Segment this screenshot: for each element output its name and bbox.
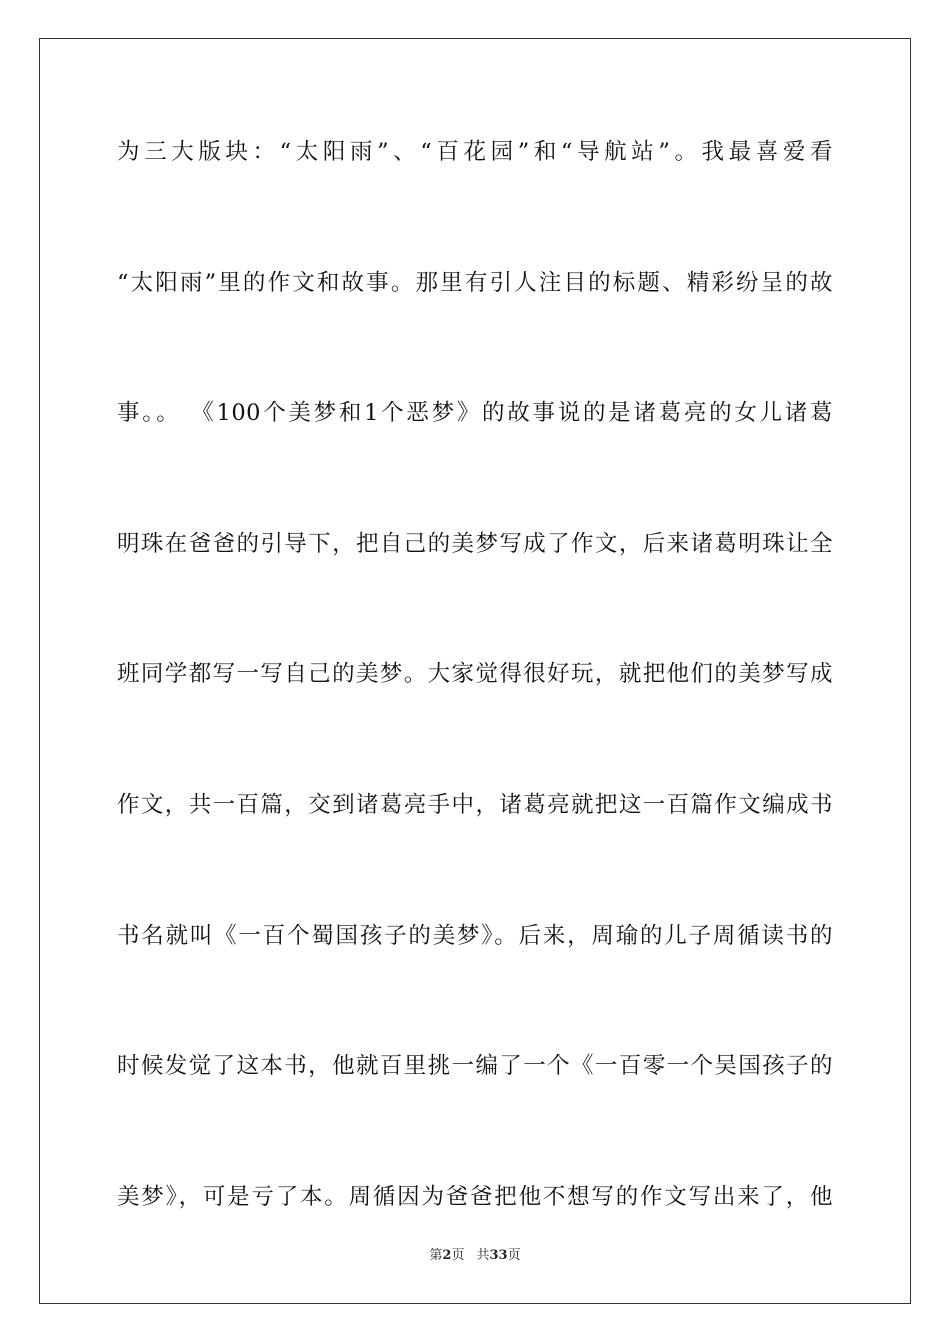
document-body bbox=[117, 128, 833, 1303]
text-line-2: “太阳雨”里的作文和故事。那里有引人注目的标题、精彩纷呈的故 bbox=[117, 269, 833, 296]
text-line-6: 作文，共一百篇，交到诸葛亮手中，诸葛亮就把这一百篇作文编成书 bbox=[117, 791, 833, 818]
page-prefix: 第 bbox=[429, 1248, 443, 1263]
text-line-5: 班同学都写一写自己的美梦。大家觉得很好玩，就把他们的美梦写成 bbox=[117, 661, 833, 688]
page-suffix: 页 bbox=[451, 1248, 465, 1263]
page-number: 2 bbox=[442, 1248, 452, 1263]
text-line-3: 事。。 《100个美梦和1个恶梦》的故事说的是诸葛亮的女儿诸葛 bbox=[117, 400, 833, 427]
text-line-9: 美梦》，可是亏了本。周循因为爸爸把他不想写的作文写出来了，他 bbox=[117, 1183, 833, 1210]
text-line-1: 为三大版块：“太阳雨”、“百花园”和“导航站”。我最喜爱看 bbox=[117, 139, 833, 165]
page-footer bbox=[0, 1246, 950, 1266]
total-suffix: 页 bbox=[507, 1248, 521, 1263]
total-pages-label bbox=[476, 1248, 520, 1263]
text-line-7: 书名就叫《一百个蜀国孩子的美梦》。后来，周瑜的儿子周循读书的 bbox=[117, 922, 833, 949]
total-pages: 33 bbox=[489, 1248, 508, 1263]
text-line-8: 时候发觉了这本书，他就百里挑一编了一个《一百零一个吴国孩子的 bbox=[117, 1053, 833, 1080]
text-line-4: 明珠在爸爸的引导下，把自己的美梦写成了作文，后来诸葛明珠让全 bbox=[117, 530, 833, 557]
total-prefix: 共 bbox=[476, 1248, 490, 1263]
page-number-label bbox=[429, 1248, 464, 1263]
